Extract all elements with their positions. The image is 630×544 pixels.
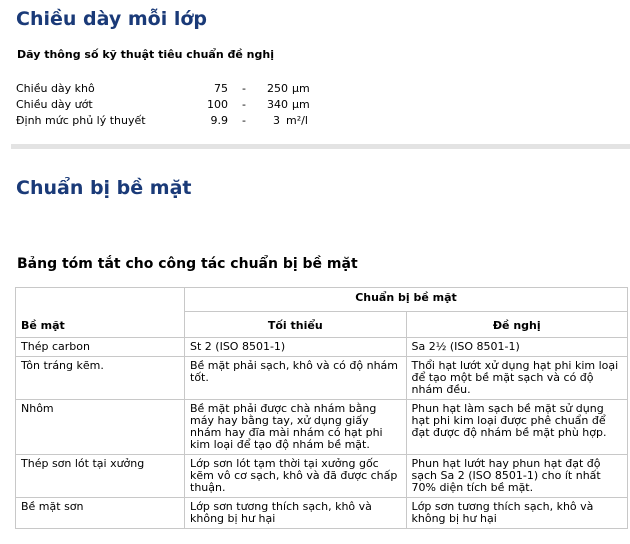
- spec-min: 75: [214, 82, 228, 95]
- table-row: [16, 498, 628, 529]
- cell-minimum: Bề mặt phải được chà nhám bằng máy hay bằng tay, xử dụng giấy nhám hay đĩa mài nhám có hạt phi kim loại để tạo độ nhám bề mặt.: [185, 400, 407, 455]
- spec-label: Chiều dày ướt: [16, 98, 93, 111]
- spec-dash: -: [242, 98, 246, 111]
- header-surface: Bề mặt: [16, 312, 185, 338]
- spec-unit: m²/l: [286, 114, 308, 127]
- section-title-surface-prep: Chuẩn bị bề mặt: [16, 177, 192, 199]
- spec-min: 100: [207, 98, 228, 111]
- cell-surface: Nhôm: [16, 400, 185, 455]
- header-minimum: Tối thiểu: [185, 312, 407, 338]
- table-row: [16, 338, 628, 357]
- spec-subtitle: Dãy thông số kỹ thuật tiêu chuẩn đề nghị: [17, 48, 274, 61]
- header-blank-cell: [16, 288, 185, 312]
- group-header: Chuẩn bị bề mặt: [185, 288, 628, 312]
- cell-recommended: Phun hạt lướt hay phun hạt đạt độ sạch Sa 2 (ISO 8501-1) cho ít nhất 70% diện tích bề mặt.: [406, 455, 628, 498]
- table-title: Bảng tóm tắt cho công tác chuẩn bị bề mặt: [17, 256, 358, 272]
- cell-recommended: Phun hạt làm sạch bề mặt sử dụng hạt phi kim loại được phê chuẩn để đạt được độ nhám bề mặt phù hợp.: [406, 400, 628, 455]
- spec-max: 3: [273, 114, 280, 127]
- spec-unit: µm: [292, 82, 310, 95]
- spec-max: 250: [267, 82, 288, 95]
- spec-label: Chiều dày khô: [16, 82, 95, 95]
- cell-surface: Thép sơn lót tại xưởng: [16, 455, 185, 498]
- cell-minimum: Lớp sơn tương thích sạch, khô và không bị hư hại: [185, 498, 407, 529]
- cell-recommended: Lớp sơn tương thích sạch, khô và không bị hư hại: [406, 498, 628, 529]
- section-title-thickness: Chiều dày mỗi lớp: [16, 8, 207, 30]
- section-divider: [11, 144, 630, 149]
- cell-recommended: Sa 2½ (ISO 8501-1): [406, 338, 628, 357]
- spec-max: 340: [267, 98, 288, 111]
- cell-minimum: Lớp sơn lót tạm thời tại xưởng gốc kẽm vô cơ sạch, khô và đã được chấp thuận.: [185, 455, 407, 498]
- spec-dash: -: [242, 114, 246, 127]
- cell-surface: Tôn tráng kẽm.: [16, 357, 185, 400]
- spec-row-dry: [16, 81, 336, 97]
- header-recommended: Đề nghị: [406, 312, 628, 338]
- table-row: [16, 400, 628, 455]
- spec-min: 9.9: [210, 114, 228, 127]
- table-row: [16, 357, 628, 400]
- cell-minimum: St 2 (ISO 8501-1): [185, 338, 407, 357]
- spec-row-wet: [16, 97, 336, 113]
- cell-minimum: Bề mặt phải sạch, khô và có độ nhám tốt.: [185, 357, 407, 400]
- surface-prep-table: [15, 287, 628, 529]
- table-row: [16, 455, 628, 498]
- cell-surface: Bề mặt sơn: [16, 498, 185, 529]
- spec-label: Định mức phủ lý thuyết: [16, 114, 146, 127]
- spec-list: [16, 81, 336, 129]
- spec-dash: -: [242, 82, 246, 95]
- table-header-group-row: [16, 288, 628, 312]
- table-header-row: [16, 312, 628, 338]
- spec-unit: µm: [292, 98, 310, 111]
- cell-surface: Thép carbon: [16, 338, 185, 357]
- spec-row-coverage: [16, 113, 336, 129]
- cell-recommended: Thổi hạt lướt xử dụng hạt phi kim loại để tạo một bề mặt sạch và có độ nhám đều.: [406, 357, 628, 400]
